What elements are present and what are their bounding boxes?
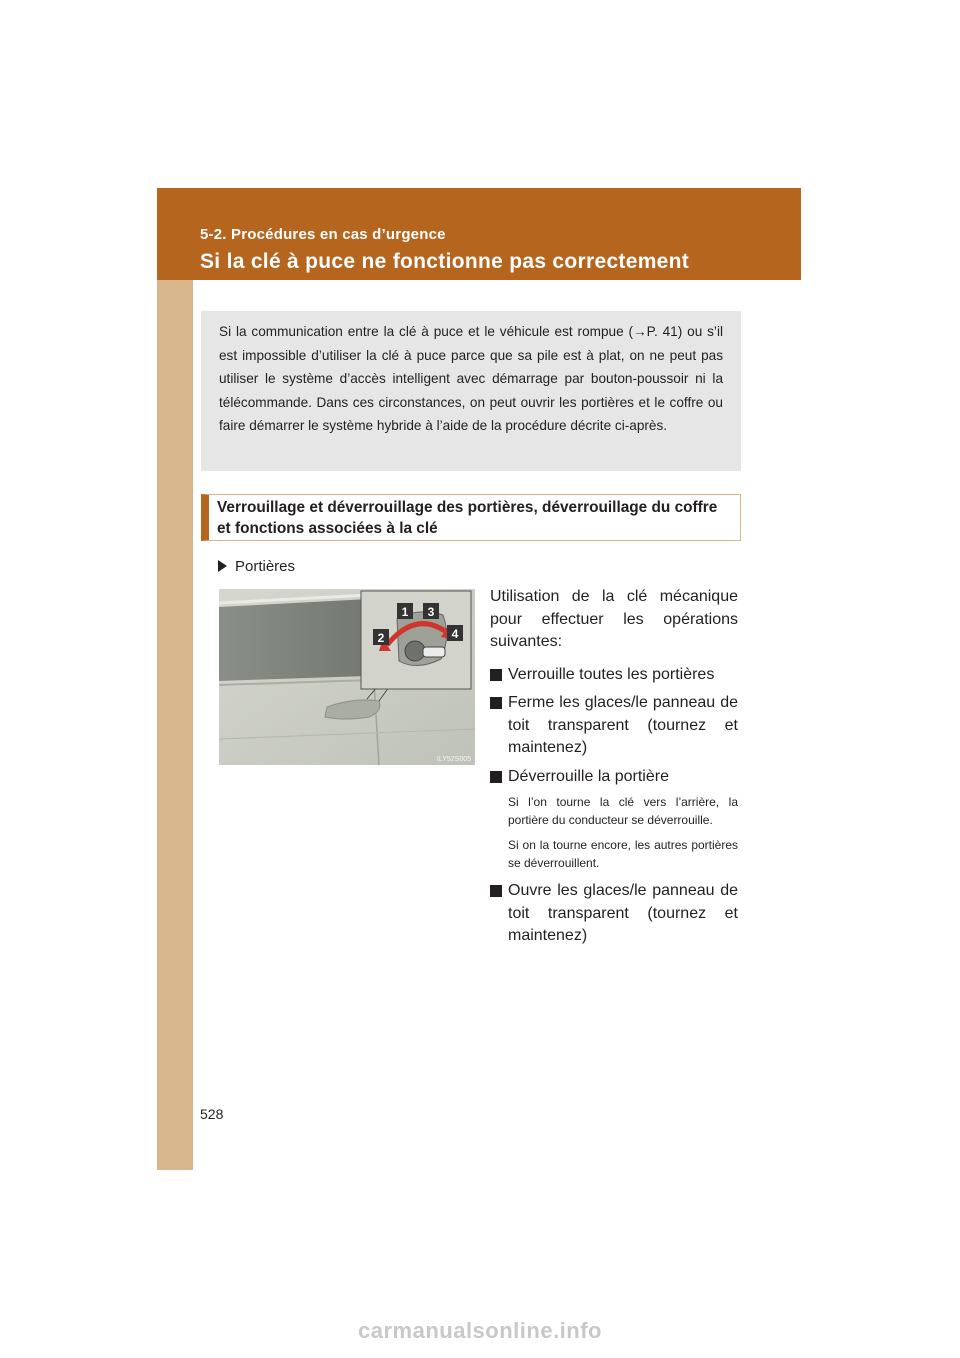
bullet-text: Portières <box>235 558 296 575</box>
step-3 <box>490 766 738 789</box>
triangle-bullet-icon <box>218 560 227 572</box>
bullet-doors <box>218 558 295 575</box>
step-number-3 <box>490 771 502 783</box>
note-1: Si l’on tourne la clé vers l’arrière, la portière du conducteur se déverrouille. <box>508 795 738 827</box>
figure-code: ILY52S005 <box>436 756 471 763</box>
page-title: Si la clé à puce ne fonctionne pas correctement <box>200 250 690 273</box>
callout-3: 3 <box>427 605 435 619</box>
callout-1: 1 <box>401 605 409 619</box>
step-number-4 <box>490 885 502 897</box>
step-text: Déverrouille la portière <box>508 767 669 785</box>
note-2: Si on la tourne encore, les autres portières se déverrouillent. <box>508 838 738 870</box>
step-2 <box>490 692 738 760</box>
callout-2: 2 <box>377 631 385 645</box>
sub-heading: Verrouillage et déverrouillage des portières, déverrouillage du coffre et fonctions associées à la clé <box>201 494 741 541</box>
lead-text: Utilisation de la clé mécanique pour effectuer les opérations suivantes: <box>490 588 738 650</box>
step-text: Verrouille toutes les portières <box>508 665 715 683</box>
section-label: 5-2. Procédures en cas d’urgence <box>200 226 446 243</box>
page-number: 528 <box>200 1106 224 1122</box>
car-door-illustration <box>219 589 475 765</box>
side-tab-strip <box>157 188 193 1170</box>
step-number-1 <box>490 669 502 681</box>
step-text: Ferme les glaces/le panneau de toit transparent (tournez et maintenez) <box>508 694 738 756</box>
step-text: Ouvre les glaces/le panneau de toit transparent (tournez et maintenez) <box>508 882 738 944</box>
door-key-illustration <box>219 589 475 765</box>
instructions-column <box>490 586 738 954</box>
step-number-2 <box>490 697 502 709</box>
intro-text: Si la communication entre la clé à puce et le véhicule est rompue (→P. 41) ou s’il est impossible d’utiliser la clé à puce parce que sa pile est à plat, on ne peut pas utiliser le système d’accès intelligent avec démarrage par bouton-poussoir ni la télécommande. Dans ces circonstances, on peut ouvrir les portières et le coffre ou faire démarrer le système hybride à l’aide de la procédure décrite ci-après. <box>219 324 723 433</box>
intro-box <box>201 311 741 471</box>
callout-4: 4 <box>451 627 459 641</box>
step-4 <box>490 880 738 948</box>
step-1 <box>490 664 738 687</box>
watermark: carmanualsonline.info <box>358 1318 602 1343</box>
